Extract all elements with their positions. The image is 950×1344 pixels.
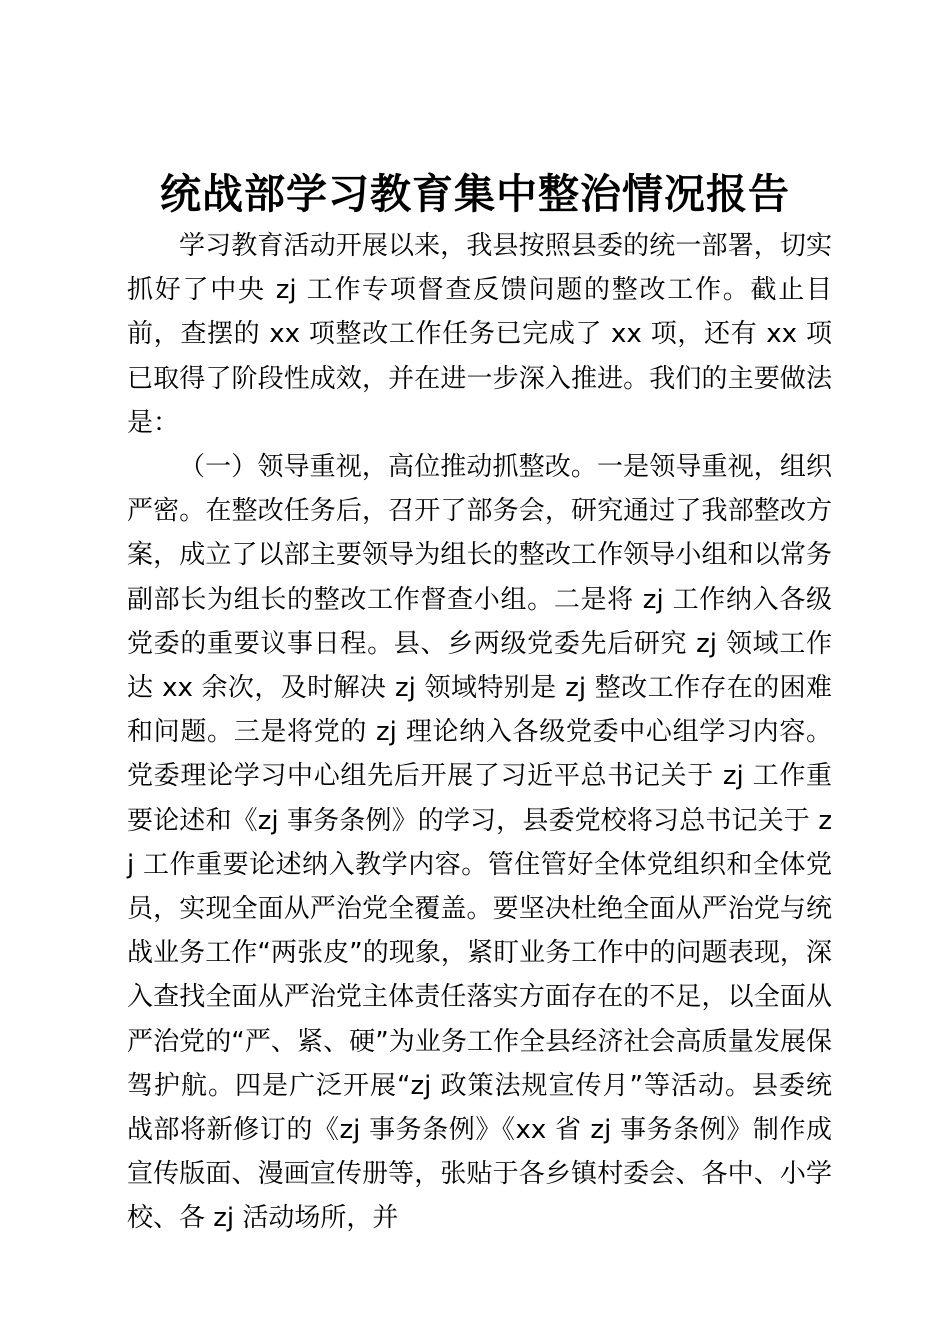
section-one-paragraph: （一）领导重视，高位推动抓整改。一是领导重视，组织严密。在整改任务后，召开了部务会，研究通过了我部整改方案，成立了以部主要领导为组长的整改工作领导小组和以常务副部长为组长的整改工作督查小组。二是将 zj 工作纳入各级党委的重要议事日程。县、乡两级党委先后研究 zj 领域工作达 xx 余次，及时解决 zj 领域特别是 zj 整改工作存在的困难和问题。三是将党的 zj 理论纳入各级党委中心组学习内容。党委理论学习中心组先后开展了习近平总书记关于 zj 工作重要论述和《zj 事务条例》的学习，县委党校将习总书记关于 zj 工作重要论述纳入教学内容。管住管好全体党组织和全体党员，实现全面从严治党全覆盖。要坚决杜绝全面从严治党与统战业务工作“两张皮”的现象，紧盯业务工作中的问题表现，深入查找全面从严治党主体责任落实方面存在的不足，以全面从严治党的“严、紧、硬”为业务工作全县经济社会高质量发展保驾护航。四是广泛开展“zj 政策法规宣传月”等活动。县委统战部将新修订的《zj 事务条例》《xx 省 zj 事务条例》制作成宣传版面、漫画宣传册等，张贴于各乡镇村委会、各中、小学校、各 zj 活动场所，并	[127, 452, 832, 1234]
document-title: 统战部学习教育集中整治情况报告	[160, 170, 790, 218]
intro-paragraph: 学习教育活动开展以来，我县按照县委的统一部署，切实抓好了中央 zj 工作专项督查反馈问题的整改工作。截止目前，查摆的 xx 项整改工作任务已完成了 xx 项，还有 xx 项已取得了阶段性成效，并在进一步深入推进。我们的主要做法是：	[127, 231, 832, 438]
document-body	[127, 224, 832, 1241]
